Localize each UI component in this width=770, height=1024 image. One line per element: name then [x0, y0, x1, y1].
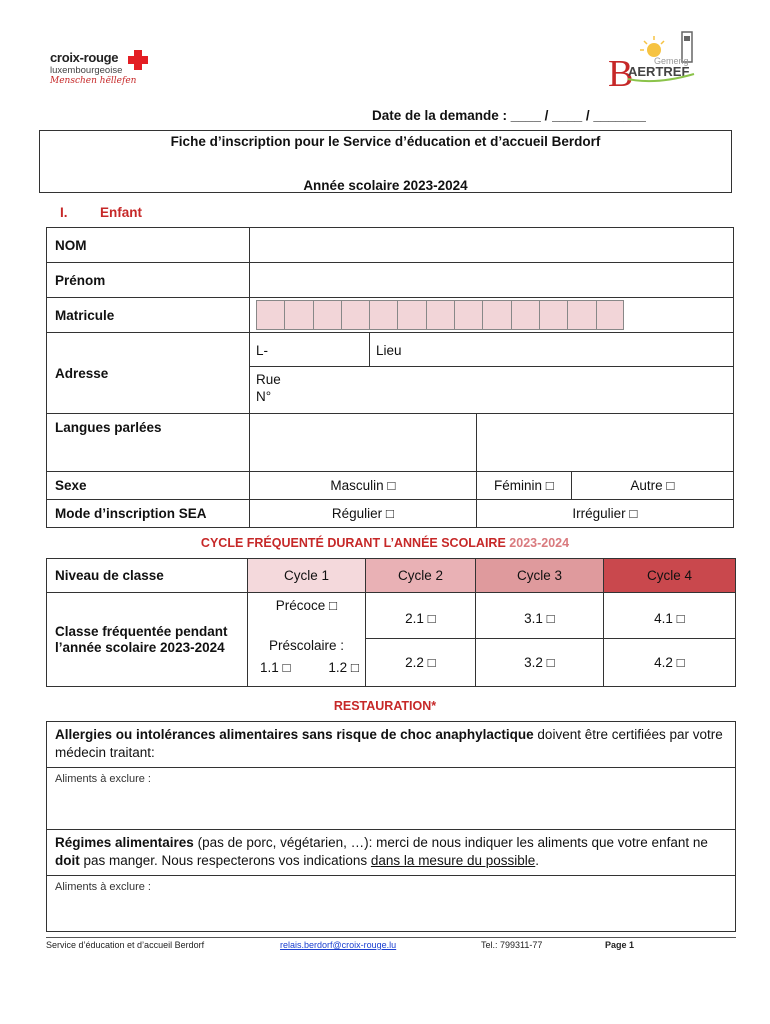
baertref-logo: [606, 28, 706, 92]
cycle-2-1-checkbox[interactable]: 2.1 □: [366, 593, 476, 639]
langues-field-1[interactable]: [250, 414, 477, 472]
numero-label: N°: [256, 389, 272, 404]
langues-field-2[interactable]: [477, 414, 734, 472]
croix-rouge-logo: [48, 42, 158, 92]
form-title-box: [39, 130, 732, 193]
footer-service: Service d’éducation et d’accueil Berdorf: [46, 940, 205, 950]
cycle-1-1-checkbox[interactable]: 1.1 □: [260, 660, 291, 675]
cycle-4-2-checkbox[interactable]: 4.2 □: [604, 639, 736, 687]
cycle-1-header: Cycle 1: [248, 559, 366, 593]
masculin-checkbox[interactable]: Masculin □: [250, 472, 477, 500]
matricule-label: Matricule: [47, 298, 250, 333]
logo-text: croix-rouge: [50, 50, 119, 65]
logo-small: Gemeng: [654, 56, 689, 66]
child-info-table: [46, 227, 734, 528]
cycle-2-header: Cycle 2: [366, 559, 476, 593]
cycle-4-header: Cycle 4: [604, 559, 736, 593]
niveau-label: Niveau de classe: [47, 559, 248, 593]
footer-phone: Tel.: 799311-77: [481, 940, 543, 950]
section-child-heading: [60, 205, 142, 220]
regimes-text: Régimes alimentaires (pas de porc, végétarien, …): merci de nous indiquer les aliments que votre enfant ne doit pas manger. Nous respecterons vos indications dans la mesure du possible.: [47, 830, 735, 876]
logo-initial: B: [608, 53, 634, 92]
precoce-checkbox[interactable]: Précoce □: [275, 598, 338, 613]
langues-label: Langues parlées: [47, 414, 250, 472]
school-year: Année scolaire 2023-2024: [303, 178, 468, 193]
regulier-checkbox[interactable]: Régulier □: [250, 500, 477, 528]
cycle-1-options: [248, 593, 366, 687]
restauration-heading: RESTAURATION*: [333, 699, 437, 713]
allergies-exclude-label: Aliments à exclure :: [55, 773, 151, 785]
cycle-4-1-checkbox[interactable]: 4.1 □: [604, 593, 736, 639]
logo-tagline: Menschen hëllefen: [50, 76, 137, 86]
nom-label: NOM: [47, 228, 250, 263]
regimes-field[interactable]: [47, 876, 735, 932]
footer-email-link[interactable]: relais.berdorf@croix-rouge.lu: [280, 940, 397, 950]
allergies-text: Allergies ou intolérances alimentaires sans risque de choc anaphylactique doivent être certifiées par votre médecin traitant:: [47, 722, 735, 768]
red-cross-icon: [128, 50, 148, 70]
cycle-1-2-checkbox[interactable]: 1.2 □: [328, 660, 359, 675]
prenom-field[interactable]: [250, 263, 734, 298]
cycle-heading-year: 2023-2024: [509, 536, 570, 550]
prescolaire-label: Préscolaire :: [268, 638, 345, 653]
section-number: I.: [60, 205, 68, 220]
classe-label: Classe fréquentée pendant l’année scolaire 2023-2024: [47, 593, 248, 687]
cycle-3-header: Cycle 3: [476, 559, 604, 593]
autre-checkbox[interactable]: Autre □: [572, 472, 734, 500]
baertref-logo-graphic: [606, 28, 706, 92]
logo-word: AERTREF: [628, 64, 690, 79]
form-title: Fiche d’inscription pour le Service d’éducation et d’accueil Berdorf: [170, 134, 601, 149]
feminin-checkbox[interactable]: Féminin □: [477, 472, 572, 500]
restauration-box: [46, 721, 736, 932]
adresse-label: Adresse: [47, 333, 250, 414]
footer-page: Page 1: [605, 940, 635, 950]
matricule-boxes[interactable]: [256, 300, 733, 330]
sexe-label: Sexe: [47, 472, 250, 500]
cycle-heading: CYCLE FRÉQUENTÉ DURANT L’ANNÉE SCOLAIRE 2023-2024: [200, 536, 570, 550]
nom-field[interactable]: [250, 228, 734, 263]
footer-divider: [46, 937, 736, 938]
request-date[interactable]: Date de la demande : ____ / ____ / _______: [372, 108, 646, 123]
section-label: Enfant: [100, 205, 142, 220]
cycle-3-2-checkbox[interactable]: 3.2 □: [476, 639, 604, 687]
cycle-3-1-checkbox[interactable]: 3.1 □: [476, 593, 604, 639]
logo-subtext: luxembourgeoise: [50, 65, 123, 76]
prenom-label: Prénom: [47, 263, 250, 298]
lieu-field[interactable]: Lieu: [370, 333, 734, 367]
rue-label: Rue: [256, 372, 281, 387]
postal-code-field[interactable]: L-: [250, 333, 370, 367]
irregulier-checkbox[interactable]: Irrégulier □: [477, 500, 734, 528]
cycle-table: [46, 558, 736, 687]
regimes-exclude-label: Aliments à exclure :: [55, 881, 151, 893]
mode-label: Mode d’inscription SEA: [47, 500, 250, 528]
cycle-2-2-checkbox[interactable]: 2.2 □: [366, 639, 476, 687]
rue-field[interactable]: [250, 367, 734, 414]
allergies-field[interactable]: [47, 768, 735, 830]
matricule-field[interactable]: [250, 298, 734, 333]
